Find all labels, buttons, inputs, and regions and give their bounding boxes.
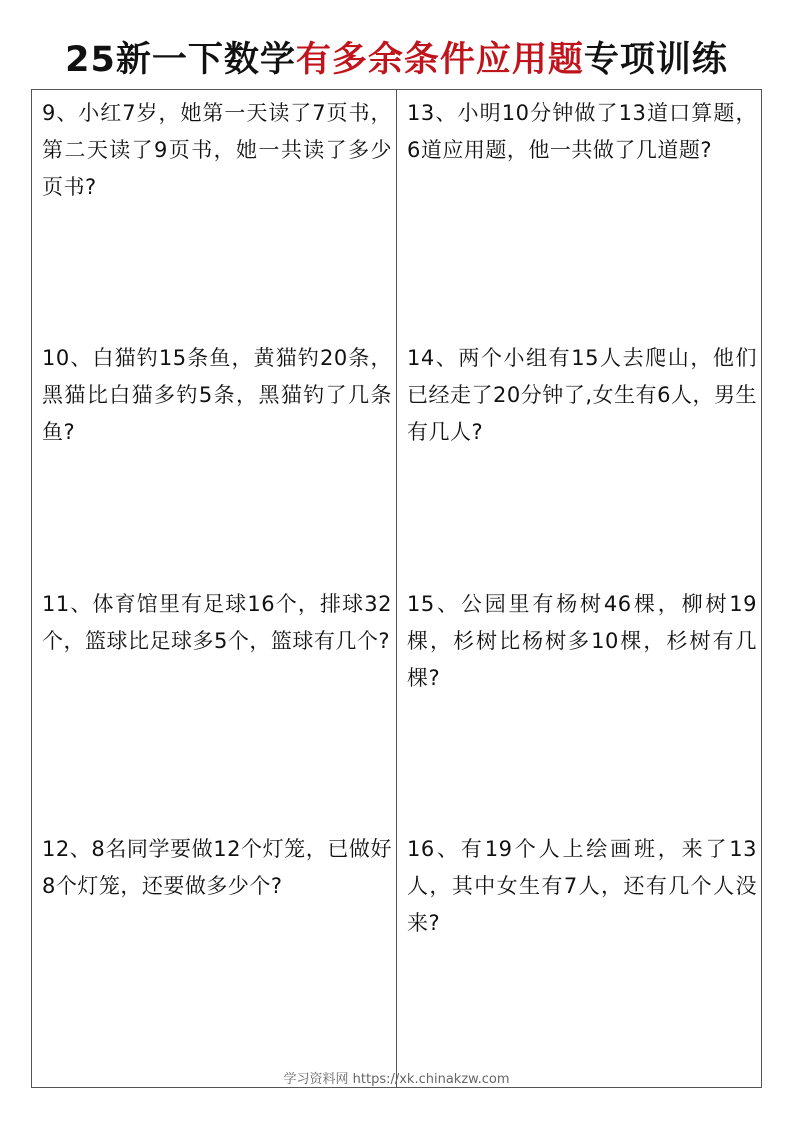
footer-watermark: 学习资料网 https://xk.chinakzw.com — [283, 1072, 510, 1087]
problem-14: 14、两个小组有15人去爬山，他们已经走了20分钟了,女生有6人，男生有几人? — [407, 346, 757, 444]
problem-16: 16、有19个人上绘画班，来了13人，其中女生有7人，还有几个人没来? — [407, 837, 757, 935]
problem-9: 9、小红7岁，她第一天读了7页书，第二天读了9页书，她一共读了多少页书? — [42, 101, 392, 199]
problem-13: 13、小明10分钟做了13道口算题，6道应用题，他一共做了几道题? — [407, 101, 757, 162]
problem-15: 15、公园里有杨树46棵，柳树19棵，杉树比杨树多10棵，杉树有几棵? — [407, 592, 757, 690]
title-suffix: 专项训练 — [583, 40, 728, 80]
problem-12: 12、8名同学要做12个灯笼，已做好8个灯笼，还要做多少个? — [42, 837, 392, 898]
column-divider — [396, 89, 397, 1088]
title-highlight: 有多余条件应用题 — [295, 40, 584, 80]
title-prefix: 25新一下数学 — [65, 40, 296, 80]
page-title — [0, 36, 793, 84]
problem-10: 10、白猫钓15条鱼，黄猫钓20条，黑猫比白猫多钓5条，黑猫钓了几条鱼? — [42, 346, 392, 444]
problem-11: 11、体育馆里有足球16个，排球32个，篮球比足球多5个，篮球有几个? — [42, 592, 392, 653]
